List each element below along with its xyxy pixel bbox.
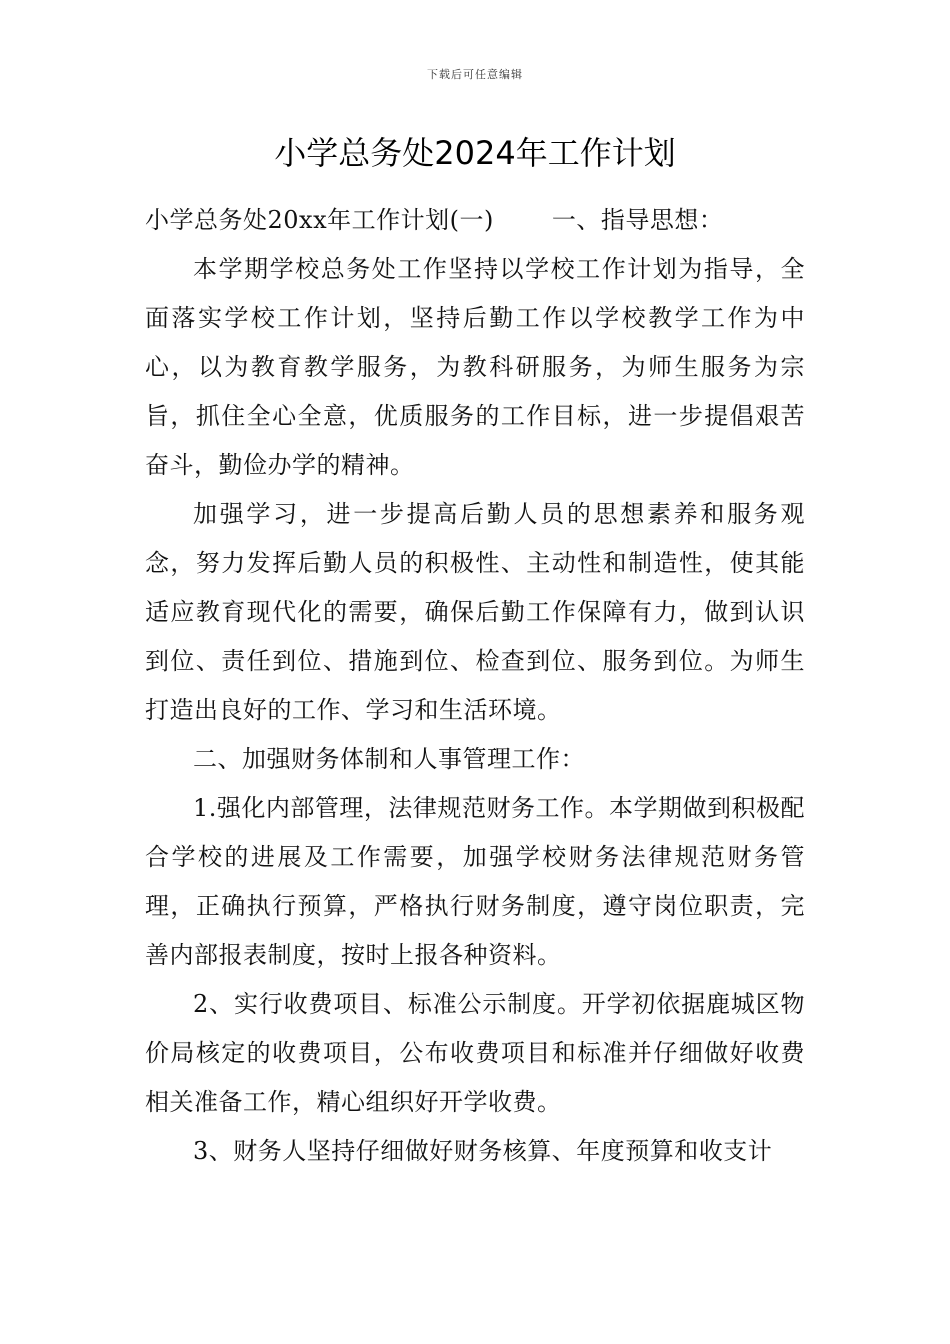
section-heading-finance: 二、加强财务体制和人事管理工作： (193, 745, 585, 773)
document-title: 小学总务处2024年工作计划 (274, 134, 676, 172)
paragraph: 2、实行收费项目、标准公示制度。开学初依据鹿城区物价局核定的收费项目，公布收费项目和标准并仔细做好收费相关准备工作，精心组织好开学收费。 (145, 990, 805, 1116)
paragraph: 3、财务人坚持仔细做好财务核算、年度预算和收支计 (193, 1137, 773, 1165)
paragraph: 1.强化内部管理，法律规范财务工作。本学期做到积极配合学校的进展及工作需要，加强学校财务法律规范财务管理，正确执行预算，严格执行财务制度，遵守岗位职责，完善内部报表制度，按时上报各种资料。 (145, 794, 805, 969)
paragraph: 加强学习，进一步提高后勤人员的思想素养和服务观念，努力发挥后勤人员的积极性、主动性和制造性，使其能适应教育现代化的需要，确保后勤工作保障有力，做到认识到位、责任到位、措施到位、检查到位、服务到位。为师生打造出良好的工作、学习和生活环境。 (145, 500, 805, 724)
section-heading-plan: 小学总务处20xx年工作计划(一) (145, 206, 494, 234)
section-heading-guiding-ideology: 一、指导思想： (551, 206, 724, 234)
page-header-note: 下载后可任意编辑 (427, 68, 523, 81)
document-subtitle-line (145, 196, 805, 245)
document-body (145, 196, 805, 1176)
paragraph: 本学期学校总务处工作坚持以学校工作计划为指导，全面落实学校工作计划，坚持后勤工作以学校教学工作为中心，以为教育教学服务，为教科研服务，为师生服务为宗旨，抓住全心全意，优质服务的工作目标，进一步提倡艰苦奋斗，勤俭办学的精神。 (145, 255, 805, 479)
